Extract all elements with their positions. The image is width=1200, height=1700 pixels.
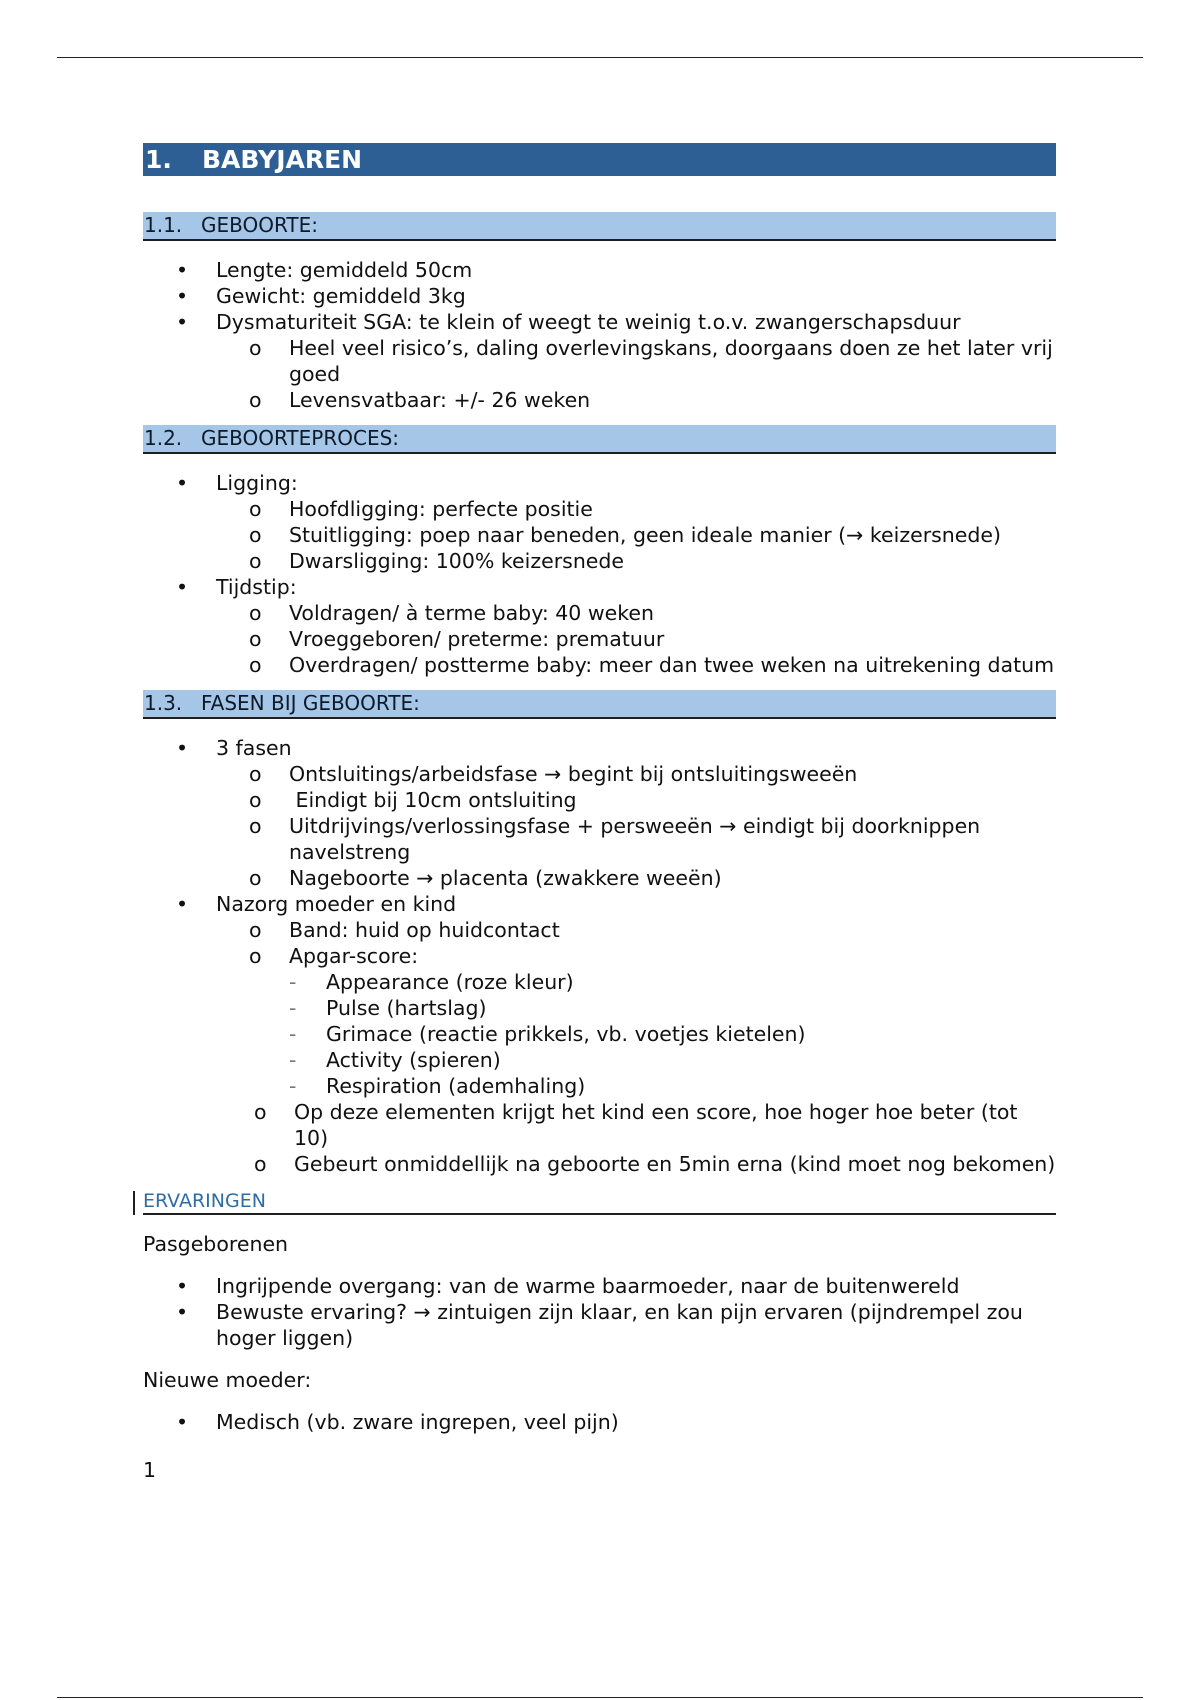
section-number: 1.2. [144,426,183,450]
sub-list-item: o Uitdrijvings/verlossingsfase + persweeën → eindigt bij doorknippen navelstreng [249,814,981,864]
bullet-circle-icon: o [249,788,262,812]
bullet-circle-icon: o [249,601,262,625]
bullet-circle-icon: o [249,336,262,360]
sub-list-item: o Ontsluitings/arbeidsfase → begint bij ontsluitingsweeën [249,762,858,786]
bullet-dash-icon: - [289,970,297,994]
bullet-circle-icon: o [249,388,262,412]
section-heading-geboorteproces [143,425,1056,454]
section-title: GEBOORTE: [201,213,319,237]
bullet-circle-icon: o [249,497,262,521]
sub-list-item: o Band: huid op huidcontact [249,918,560,942]
bullet-circle-icon: o [254,1152,267,1176]
header-rule [57,57,1143,58]
bullet-circle-icon: o [249,523,262,547]
sub-list-item: o Stuitligging: poep naar beneden, geen ideale manier (→ keizersnede) [249,523,1002,547]
bullet-circle-icon: o [249,814,262,838]
bullet-dot-icon: • [176,575,189,599]
list-item: • 3 fasen o Ontsluitings/arbeidsfase → begint bij ontsluitingsweeën o Eindigt bij 10cm ontsluiting o Uitdrijvings/verlossingsfase + persweeën → eindigt bij doorknippen navelstreng o Nageboorte → placenta (zwakkere weeën) [143,735,1056,891]
bullet-dot-icon: • [176,284,189,308]
bullet-circle-icon: o [249,762,262,786]
list-item: • Nazorg moeder en kind o Band: huid op huidcontact o Apgar-score: - Appearance (roze kleur) - Pulse (hartslag) - Grimace (reactie prikkels, vb. voetjes kietelen) - Activity (spieren) - Respiration (ademhaling) o Op deze elementen krijgt het kind een score, hoe hoger hoe beter (tot 10) o Gebeurt onmiddellijk na geboorte en 5min erna (kind moet nog bekomen) [176,892,1056,1176]
section-title: GEBOORTEPROCES: [201,426,400,450]
section-title: FASEN BIJ GEBOORTE: [201,691,420,715]
list-item: • Gewicht: gemiddeld 3kg [176,284,466,308]
bullet-dash-icon: - [289,1074,297,1098]
sub-list-item: o Dwarsligging: 100% keizersnede [249,549,625,573]
list-item: • Bewuste ervaring? → zintuigen zijn klaar, en kan pijn ervaren (pijndrempel zou hoger liggen) [176,1300,1023,1350]
bullet-dash-icon: - [289,1022,297,1046]
apgar-list [289,969,1056,1099]
heading-left-bar [133,1191,135,1215]
sub-list-item: o Eindigt bij 10cm ontsluiting [249,788,577,812]
sub-list-item: o Vroeggeboren/ preterme: prematuur [249,627,665,651]
apgar-item: - Activity (spieren) [289,1048,501,1072]
section-heading-fasen-bij-geboorte [143,690,1056,719]
bullet-dot-icon: • [176,892,189,916]
bullet-list [143,257,1056,413]
sub-list [216,335,1056,413]
list-item: • Dysmaturiteit SGA: te klein of weegt te weinig t.o.v. zwangerschapsduur o Heel veel risico’s, daling overlevingskans, doorgaans doen ze het later vrij goed o Levensvatbaar: +/- 26 weken [143,309,1056,413]
page-number: 1 [143,1458,157,1482]
section-number: 1.3. [144,691,183,715]
page-content [143,143,1056,1483]
section-number: 1.1. [144,213,183,237]
bullet-list [143,735,1056,1177]
apgar-item: - Grimace (reactie prikkels, vb. voetjes kietelen) [289,1022,806,1046]
bullet-dash-icon: - [289,996,297,1020]
bullet-circle-icon: o [254,1100,267,1124]
bullet-dot-icon: • [176,258,189,282]
apgar-item: - Appearance (roze kleur) [289,970,574,994]
sub-list-item: o Hoofdligging: perfecte positie [249,497,593,521]
chapter-heading [143,143,1056,176]
bullet-dot-icon: • [176,1410,189,1434]
bullet-circle-icon: o [249,627,262,651]
sub-list-item: o Nageboorte → placenta (zwakkere weeën) [249,866,722,890]
sub-list [216,917,1056,1177]
sub-list-item: o Heel veel risico’s, daling overlevingskans, doorgaans doen ze het later vrij goed [249,336,1053,386]
bullet-circle-icon: o [249,653,262,677]
apgar-item: - Pulse (hartslag) [289,996,487,1020]
bullet-circle-icon: o [249,866,262,890]
sub-list-item: o Gebeurt onmiddellijk na geboorte en 5min erna (kind moet nog bekomen) [254,1152,1056,1176]
bullet-dot-icon: • [176,1274,189,1298]
bullet-dot-icon: • [176,310,189,334]
bullet-list [143,1273,1056,1351]
group-label: Pasgeborenen [143,1232,289,1256]
sub-list [216,496,1056,574]
sub-list-item: o Levensvatbaar: +/- 26 weken [249,388,591,412]
bullet-circle-icon: o [249,549,262,573]
sub-list-item: o Overdragen/ postterme baby: meer dan twee weken na uitrekening datum [249,653,1055,677]
chapter-title: BABYJAREN [202,145,363,174]
sub-list [216,761,1056,891]
bullet-dot-icon: • [176,1300,189,1324]
list-item: • Tijdstip: o Voldragen/ à terme baby: 40 weken o Vroeggeboren/ preterme: prematuur o Overdragen/ postterme baby: meer dan twee weken na uitrekening datum [176,575,1055,677]
bullet-dash-icon: - [289,1048,297,1072]
sub-list-item: o Apgar-score: - Appearance (roze kleur) - Pulse (hartslag) - Grimace (reactie prikkels, vb. voetjes kietelen) - Activity (spieren) - Respiration (ademhaling) [216,943,1056,1099]
bullet-dot-icon: • [176,736,189,760]
section-heading-geboorte [143,212,1056,241]
list-item: • Lengte: gemiddeld 50cm [176,258,473,282]
list-item: • Medisch (vb. zware ingrepen, veel pijn) [176,1410,619,1434]
sub-list [216,600,1056,678]
sub-list-item: o Op deze elementen krijgt het kind een score, hoe hoger hoe beter (tot 10) [254,1100,1018,1150]
bullet-circle-icon: o [249,918,262,942]
bullet-list [143,1409,1056,1435]
subheading-title: ERVARINGEN [143,1190,266,1212]
subheading-ervaringen [143,1189,1056,1215]
chapter-number: 1. [145,145,172,174]
list-item: • Ingrijpende overgang: van de warme baarmoeder, naar de buitenwereld [176,1274,960,1298]
bullet-dot-icon: • [176,471,189,495]
group-label: Nieuwe moeder: [143,1368,312,1392]
bullet-list [143,470,1056,678]
list-item: • Ligging: o Hoofdligging: perfecte positie o Stuitligging: poep naar beneden, geen ideale manier (→ keizersnede) o Dwarsligging: 100% keizersnede [143,470,1056,574]
bullet-circle-icon: o [249,944,262,968]
sub-list-item: o Voldragen/ à terme baby: 40 weken [249,601,654,625]
apgar-item: - Respiration (ademhaling) [289,1074,586,1098]
footer-rule [57,1697,1143,1698]
